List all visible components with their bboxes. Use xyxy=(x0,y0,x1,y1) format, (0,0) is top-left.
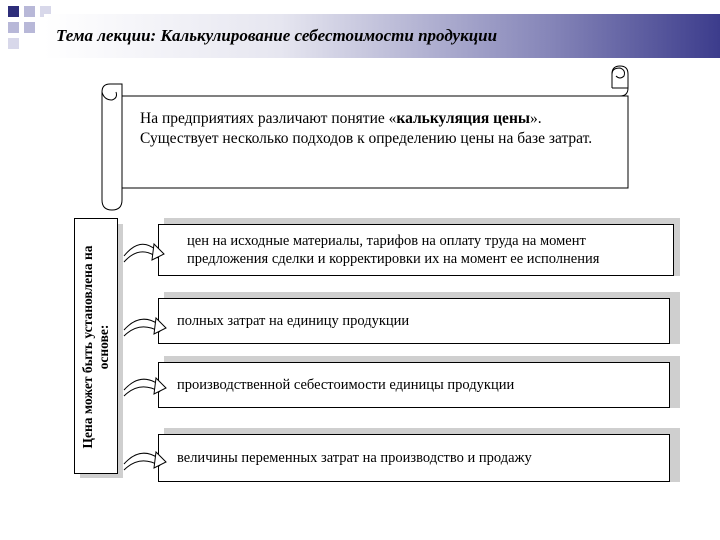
scroll-text-bold: калькуляция цены xyxy=(396,110,530,127)
item-label-4: величины переменных затрат на производство и продажу xyxy=(177,450,532,466)
curved-arrow-icon-2 xyxy=(124,318,166,336)
curved-arrow-icon-1 xyxy=(124,244,164,262)
scroll-text-before: На предприятиях различают понятие « xyxy=(140,110,397,127)
item-label-1: цен на исходные материалы, тарифов на оплату труда на момент предложения сделки и корректировки их на момент ее исполнения xyxy=(187,233,600,267)
curved-arrow-icon-4 xyxy=(124,452,166,470)
curved-arrow-icon-3 xyxy=(124,378,166,396)
scroll-text-after: ». Существует несколько подходов к определению цены на базе затрат. xyxy=(140,110,593,147)
side-label: Цена может быть установлена на основе: xyxy=(80,245,111,449)
page-title: Тема лекции: Калькулирование себестоимости продукции xyxy=(56,26,498,45)
item-label-3: производственной себестоимости единицы продукции xyxy=(177,377,515,393)
item-label-2: полных затрат на единицу продукции xyxy=(177,313,410,329)
